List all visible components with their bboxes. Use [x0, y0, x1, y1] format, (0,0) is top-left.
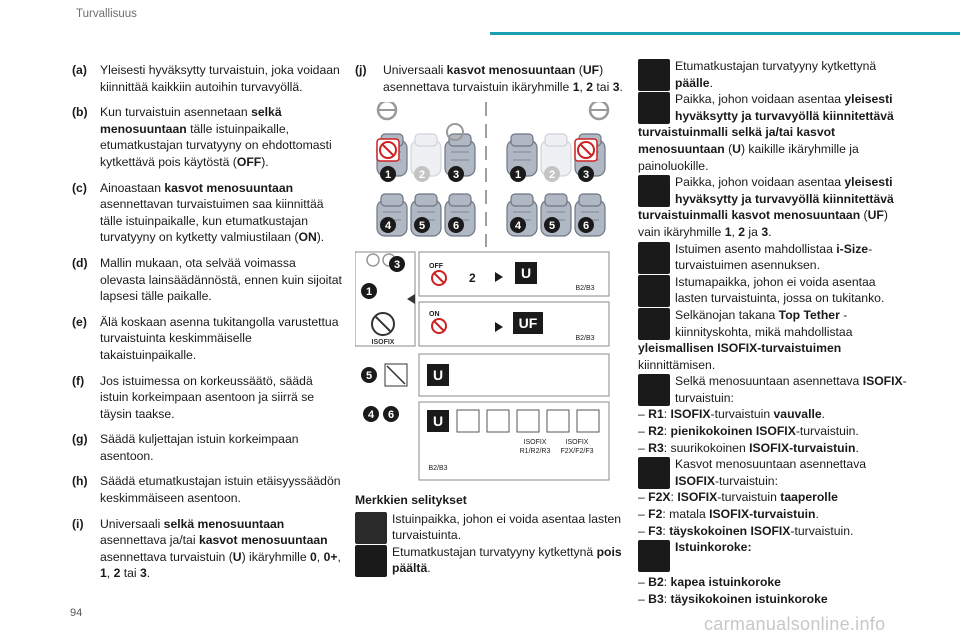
text-run: Istuimen asento mahdollistaa — [675, 241, 837, 256]
seat-number: 3 — [452, 169, 460, 181]
legend-entry — [638, 456, 908, 489]
text-run: , — [579, 79, 587, 94]
list-item — [638, 523, 908, 540]
text-run: kiinnittämisen. — [638, 357, 716, 372]
bold-run: yleismallisen ISOFIX-turvaistuimen — [638, 341, 842, 356]
bold-run: päälle — [675, 75, 710, 90]
watermark: carmanualsonline.info — [704, 614, 886, 634]
text-run: Säädä etumatkustajan istuin etäisyyssäädön keskimmäiseen asentoon. — [100, 474, 341, 506]
bold-run: U — [732, 141, 741, 156]
note-label: (h) — [72, 474, 88, 489]
note-label: (b) — [72, 105, 88, 120]
airbag-off-icon — [355, 545, 387, 577]
text-run: – — [638, 523, 649, 538]
text-run: Etumatkustajan turvatyyny kytkettynä — [675, 59, 877, 73]
bold-run: 1 — [572, 79, 580, 94]
note-label: (i) — [72, 516, 84, 531]
bold-run: R3 — [648, 440, 664, 455]
bold-run: ISOFIX — [670, 407, 711, 422]
text-run: ja — [745, 224, 762, 239]
steering-wheel-icon — [378, 102, 396, 119]
svg-text:U: U — [432, 413, 444, 429]
legend-entry — [638, 241, 908, 274]
note-text — [100, 431, 344, 464]
text-run: tälle istuinpaikalle, etumatkustajan turvatyyny on ehdottomasti kytkettävä pois käytöstä ( — [100, 121, 332, 169]
bold-run: kasvot menosuuntaan — [446, 63, 576, 77]
seat-number: 5 — [548, 220, 556, 232]
svg-text:ISOFIX: ISOFIX — [371, 339, 395, 346]
text-run: ) asennettava turvaistuin ikäryhmille — [383, 63, 604, 94]
text-run: : — [663, 591, 671, 606]
notes-column-middle — [355, 62, 627, 104]
note-text — [100, 373, 344, 423]
note-item — [72, 314, 344, 364]
seat-number: 3 — [582, 169, 590, 181]
note-j — [355, 62, 627, 95]
seat-number: 6 — [387, 409, 395, 421]
bold-run: ISOFIX-turvaistuin — [749, 440, 856, 455]
text-run: Paikka, johon voidaan asentaa — [675, 175, 845, 190]
header-accent-bar — [490, 32, 960, 35]
bold-run: F3 — [648, 523, 663, 538]
seat-number: 1 — [514, 169, 522, 181]
text-run: -turvaistuin. — [795, 424, 859, 439]
page-number: 94 — [70, 607, 83, 619]
list-item — [638, 591, 908, 608]
note-item — [72, 104, 344, 170]
text-run: Jos istuimessa on korkeussäätö, säädä istuin korkeimpaan asentoon ja siirrä se täysin taakse. — [100, 373, 315, 421]
seat-installation-figure — [355, 102, 617, 488]
text-run: Istuinpaikka, johon ei voida asentaa lasten turvaistuinta. — [392, 511, 622, 543]
note-text — [100, 516, 344, 582]
text-run: . — [427, 561, 431, 576]
isofix-forward-facing-icon — [547, 410, 569, 432]
text-run: : — [670, 490, 678, 505]
text-run: Istumapaikka, johon ei voida asentaa lasten turvaistuinta, jossa on tukitanko. — [675, 274, 885, 306]
note-item — [72, 473, 344, 506]
text-run: ( — [860, 208, 868, 223]
isofix-rear-facing-icon — [638, 374, 670, 406]
legend-entry — [638, 539, 908, 556]
text-run: – — [638, 575, 649, 590]
note-item — [72, 431, 344, 464]
bold-run: Top Tether — [778, 307, 840, 322]
note-label: (g) — [72, 432, 88, 447]
bold-run: kasvot menosuuntaan — [198, 533, 328, 548]
svg-text:R1/R2/R3: R1/R2/R3 — [519, 448, 551, 455]
text-run: . — [146, 566, 151, 581]
note-text — [100, 180, 344, 246]
note-item — [72, 516, 344, 582]
seat-diagram — [355, 102, 617, 488]
bold-run: ON — [298, 230, 317, 245]
bold-run: Istuinkorokе: — [675, 540, 752, 555]
list-item — [638, 423, 908, 440]
svg-text:OFF: OFF — [429, 263, 443, 270]
bold-run: OFF — [236, 154, 262, 169]
bold-run: R2 — [648, 424, 664, 439]
legend-title: Merkkien selitykset — [355, 493, 467, 507]
text-run: , — [731, 224, 739, 239]
booster-seat-icon — [638, 540, 670, 572]
text-run: Kun turvaistuin asennetaan — [100, 105, 252, 120]
text-run: Kasvot menosuuntaan asennettava — [675, 457, 867, 472]
bold-run: täyskokoinen ISOFIX — [669, 523, 791, 538]
text-run: : matala — [662, 507, 710, 522]
seat-number: 2 — [418, 169, 426, 181]
list-item — [638, 489, 908, 506]
bold-run: UF — [582, 63, 600, 77]
text-run: – — [638, 440, 649, 455]
text-run: Ainoastaan — [100, 180, 165, 195]
bold-run: yleisesti hyväksytty ja turvavyöllä kiinnitettävä turvaistuinmalli selkä ja/tai kasvot menosuuntaan — [638, 92, 894, 156]
text-run: -turvaistuin — [717, 490, 781, 505]
text-run: ) vain ikäryhmille — [638, 208, 888, 239]
bold-run: 3 — [761, 224, 769, 239]
support-leg-forbidden-icon — [638, 275, 670, 307]
bold-run: ISOFIX — [675, 473, 715, 488]
text-run: ( — [724, 141, 733, 156]
bold-run: ISOFIX — [862, 374, 903, 389]
text-run: Universaali — [383, 63, 447, 77]
note-item — [72, 373, 344, 423]
svg-text:F2X/F2/F3: F2X/F2/F3 — [560, 448, 594, 455]
bold-run: B2 — [648, 575, 664, 590]
notes-column-left — [72, 62, 344, 591]
text-run: -turvaistuin: — [714, 473, 778, 488]
list-item — [638, 506, 908, 523]
seat-number: 1 — [365, 286, 373, 298]
seat-number: 2 — [548, 169, 556, 181]
list-item — [638, 440, 908, 457]
legend-entry — [638, 307, 908, 373]
legend-entry — [638, 174, 908, 240]
legend-entry — [355, 544, 627, 577]
text-run: Paikka, johon voidaan asentaa — [675, 92, 845, 107]
bold-run: ISOFIX — [677, 490, 718, 505]
svg-text:ISOFIX: ISOFIX — [565, 439, 589, 446]
svg-text:U: U — [520, 265, 532, 281]
legend-section — [355, 492, 627, 577]
text-run: . — [709, 75, 713, 90]
text-run: , — [316, 549, 324, 564]
bold-run: B3 — [648, 591, 664, 606]
text-run: . — [768, 224, 772, 239]
text-run: Säädä kuljettajan istuin korkeimpaan asentoon. — [100, 432, 299, 463]
bold-run: 0+ — [323, 549, 338, 564]
text-run: . — [815, 507, 819, 522]
text-run: ). — [261, 154, 269, 169]
text-run: : suurikokoinen — [663, 440, 750, 455]
seat-number: 6 — [452, 220, 460, 232]
bold-run: 1 — [724, 224, 732, 239]
steering-wheel-icon — [590, 102, 608, 119]
universal-uf-icon — [638, 175, 670, 207]
seat-number: 4 — [384, 220, 392, 232]
booster-seat-icon — [577, 410, 599, 432]
text-run: ) ikäryhmille — [241, 549, 311, 564]
bold-run: kasvot menosuuntaan — [164, 180, 294, 195]
text-run: Mallin mukaan, ota selvää voimassa olevasta lainsäädännöstä, ennen kuin sijoitat lapsesi tälle paikalle. — [100, 255, 342, 304]
text-run: tai — [120, 566, 140, 581]
seat-number: 6 — [582, 220, 590, 232]
legend-entry — [638, 274, 908, 307]
seat-number: 4 — [367, 409, 375, 421]
text-run: – — [638, 424, 649, 439]
bold-run: R1 — [648, 407, 664, 422]
note-text — [100, 62, 344, 95]
seat-number: 4 — [514, 220, 522, 232]
list-item — [638, 574, 908, 591]
bold-run: F2X — [648, 490, 671, 505]
text-run: asennettava turvaistuin ( — [100, 549, 233, 564]
note-text — [100, 473, 344, 506]
svg-text:UF: UF — [518, 315, 538, 331]
note-text — [100, 104, 344, 170]
seat-number: 5 — [365, 370, 373, 382]
isofix-rear-facing-icon — [517, 410, 539, 432]
bold-run: 2 — [586, 79, 594, 94]
airbag-off-label — [427, 260, 449, 286]
text-run: -turvaistuin — [710, 407, 774, 422]
svg-text:2: 2 — [469, 271, 476, 285]
text-run: Yleisesti hyväksytty turvaistuin, joka voidaan kiinnittää kaikkiin autoihin turvavyöllä. — [100, 63, 340, 94]
legend-entry — [638, 91, 908, 174]
bold-run: taaperolle — [780, 490, 838, 505]
text-run: , — [106, 566, 114, 581]
text-run: asennettavan turvaistuimen saa kiinnittää tälle istuinpaikalle, kun etumatkustajan turvatyyny on kytketty valmiustilaan ( — [100, 197, 324, 245]
note-label: (d) — [72, 255, 88, 270]
legend-entry — [355, 511, 627, 544]
isofix-forward-facing-icon — [638, 457, 670, 489]
top-tether-icon — [638, 308, 670, 340]
text-run: -kiinnityskohta, mikä mahdollistaa — [675, 307, 853, 339]
text-run: ) kaikille ikäryhmille ja painoluokille. — [638, 141, 859, 173]
text-run: tai — [593, 79, 613, 94]
text-run: ( — [575, 63, 583, 77]
seat-number: 1 — [384, 169, 392, 181]
svg-text:ISOFIX: ISOFIX — [523, 439, 547, 446]
text-run: – — [638, 507, 649, 522]
seat-number: 5 — [418, 220, 426, 232]
no-child-seat-icon — [355, 512, 387, 544]
note-label: (a) — [72, 63, 87, 77]
i-size-seat-icon — [457, 410, 479, 432]
svg-text:B2/B3: B2/B3 — [575, 285, 595, 292]
bold-run: 3 — [140, 566, 147, 581]
note-item — [72, 62, 344, 95]
note-label: (f) — [72, 373, 85, 388]
list-item — [638, 406, 908, 423]
text-run: -turvaistuin. — [790, 523, 854, 538]
bold-run: U — [232, 549, 242, 564]
text-run: : — [663, 424, 671, 439]
bold-run: kapea istuinkoroke — [670, 575, 781, 590]
bold-run: täysikokoinen istuinkoroke — [670, 591, 828, 606]
bold-run: ISOFIX-turvaistuin — [709, 507, 816, 522]
top-tether-icon — [487, 410, 509, 432]
airbag-on-icon — [638, 59, 670, 91]
bold-run: 3 — [612, 79, 620, 94]
text-run: Selkänojan takana — [675, 307, 779, 322]
text-run: – — [638, 591, 649, 606]
seat-number: 3 — [393, 259, 401, 271]
text-run: Etumatkustajan turvatyyny kytkettynä — [392, 544, 597, 559]
bold-run: pienikokoinen ISOFIX — [670, 424, 796, 439]
note-text — [100, 255, 344, 305]
bold-run: F2 — [648, 507, 663, 522]
text-run: . — [821, 407, 826, 422]
text-run: -turvaistuin: — [675, 374, 907, 405]
notes-column-right — [638, 58, 908, 607]
text-run: , — [337, 549, 341, 564]
note-label: (j) — [355, 63, 367, 77]
svg-text:B2/B3: B2/B3 — [575, 335, 595, 342]
bold-run: selkä menosuuntaan — [100, 105, 282, 136]
text-run: : — [662, 523, 670, 538]
svg-text:U: U — [432, 367, 444, 383]
note-label: (e) — [72, 314, 87, 329]
text-run: Selkä menosuuntaan asennettava — [675, 374, 863, 389]
universal-u-icon — [638, 92, 670, 124]
text-run: asennettava ja/tai — [100, 533, 199, 548]
text-run: ). — [316, 230, 325, 245]
legend-entry — [638, 373, 908, 406]
text-run: – — [638, 490, 649, 505]
text-run: : — [663, 407, 671, 422]
text-run: : — [663, 575, 671, 590]
bold-run: selkä menosuuntaan — [163, 516, 285, 531]
bold-run: vauvalle — [773, 407, 822, 422]
bold-run: pois päältä — [392, 544, 622, 576]
section-title: Turvallisuus — [76, 8, 137, 20]
svg-text:B2/B3: B2/B3 — [428, 465, 448, 472]
bold-run: 2 — [113, 566, 121, 581]
note-item — [72, 255, 344, 305]
legend-entry — [638, 58, 908, 91]
note-label: (c) — [72, 180, 87, 195]
bold-run: yleisesti hyväksytty ja turvavyöllä kiinnitettävä turvaistuinmalli kasvot menosuuntaan — [638, 175, 894, 223]
note-text — [383, 62, 627, 95]
text-run: . — [619, 79, 623, 94]
svg-text:ON: ON — [429, 311, 440, 318]
bold-run: UF — [867, 208, 884, 223]
note-text — [100, 314, 344, 364]
text-run: . — [855, 440, 859, 455]
text-run: Älä koskaan asenna tukitangolla varustettua turvaistuinta keskimmäiselle takaistuinpaikalle. — [100, 314, 339, 362]
bold-run: i-Size — [836, 241, 869, 256]
note-item — [72, 180, 344, 246]
bold-run: 1 — [100, 566, 107, 581]
bold-run: 2 — [738, 224, 746, 239]
text-run: – — [638, 407, 649, 422]
i-size-seat-icon — [638, 242, 670, 274]
text-run: Universaali — [100, 516, 164, 531]
text-run: -turvaistuimen asennuksen. — [675, 241, 873, 273]
bold-run: 0 — [310, 549, 317, 564]
